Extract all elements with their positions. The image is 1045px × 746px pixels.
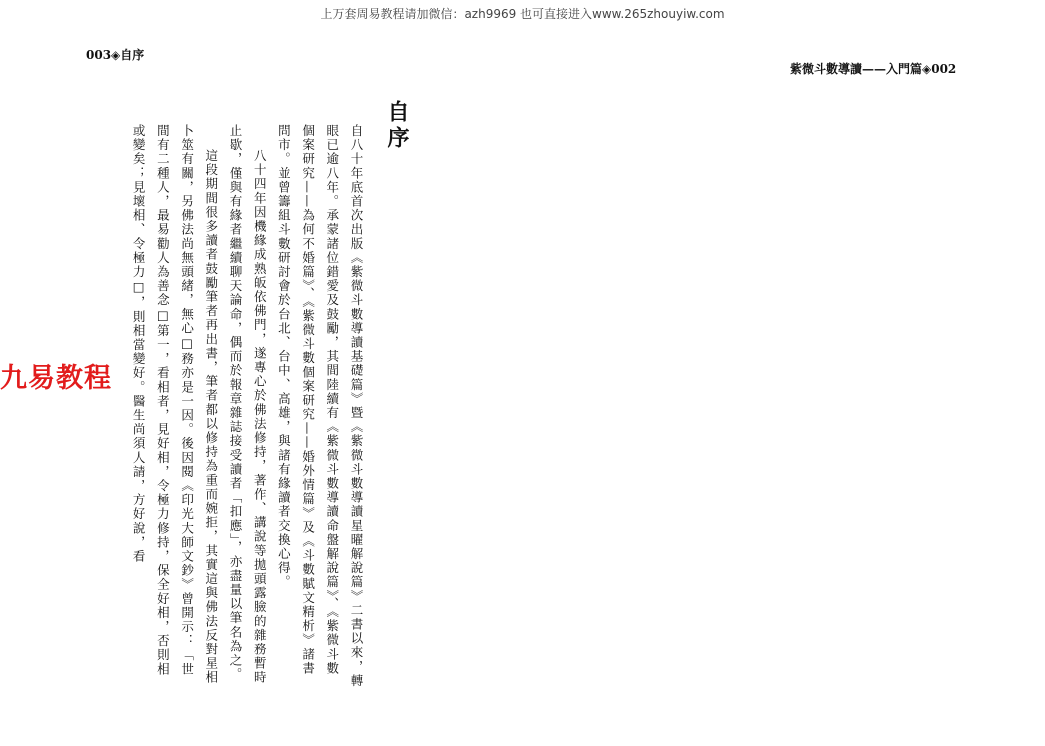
page-number-right: 紫微斗數導讀——入門篇◈002	[790, 62, 957, 76]
right-page-blank	[770, 80, 1010, 700]
page-number-left: 003◈自序	[86, 48, 145, 62]
paragraph: 這段期間很多讀者鼓勵筆者再出書，筆者都以修持為重而婉拒，其實這與佛法反對星相卜筮有關，另佛法尚無頭緒，無心□務亦是一因。後因閱《印光大師文鈔》曾開示：「世間有二種人，最易勸人為善念□第一，看相者，見好相，令極力修持，保全好相，否則相或變矣；見壞相、令極力□，則相當變好。醫生尚須人請，方好說，看	[131, 124, 219, 685]
preface-body	[70, 124, 368, 689]
paragraph: 自八十年底首次出版《紫微斗數導讀基礎篇》暨《紫微斗數導讀星曜解說篇》二書以來，轉眼已逾八年。承蒙諸位錯愛及鼓勵，其間陸續有《紫微斗數導讀命盤解說篇》、《紫微斗數個案研究——為何不婚篇》、《紫微斗數個案研究——婚外情篇》及《斗數賦文精析》諸書問市。並曾籌組斗數研討會於台北、台中、高雄，與諸有緣讀者交換心得。	[276, 124, 364, 688]
paragraph: 八十四年因機緣成熟皈依佛門，遂專心於佛法修持，著作、講說等拋頭露臉的雜務暫時止歇，僅與有緣者繼續聊天論命，偶而於報章雜誌接受讀者「扣應」，亦盡量以筆名為之。	[227, 124, 268, 685]
watermark-logo: 九易教程	[0, 356, 112, 395]
section-title: 自序	[384, 100, 410, 152]
header-watermark: 上万套周易教程请加微信：azh9969 也可直接进入www.265zhouyiw.com	[320, 7, 725, 21]
